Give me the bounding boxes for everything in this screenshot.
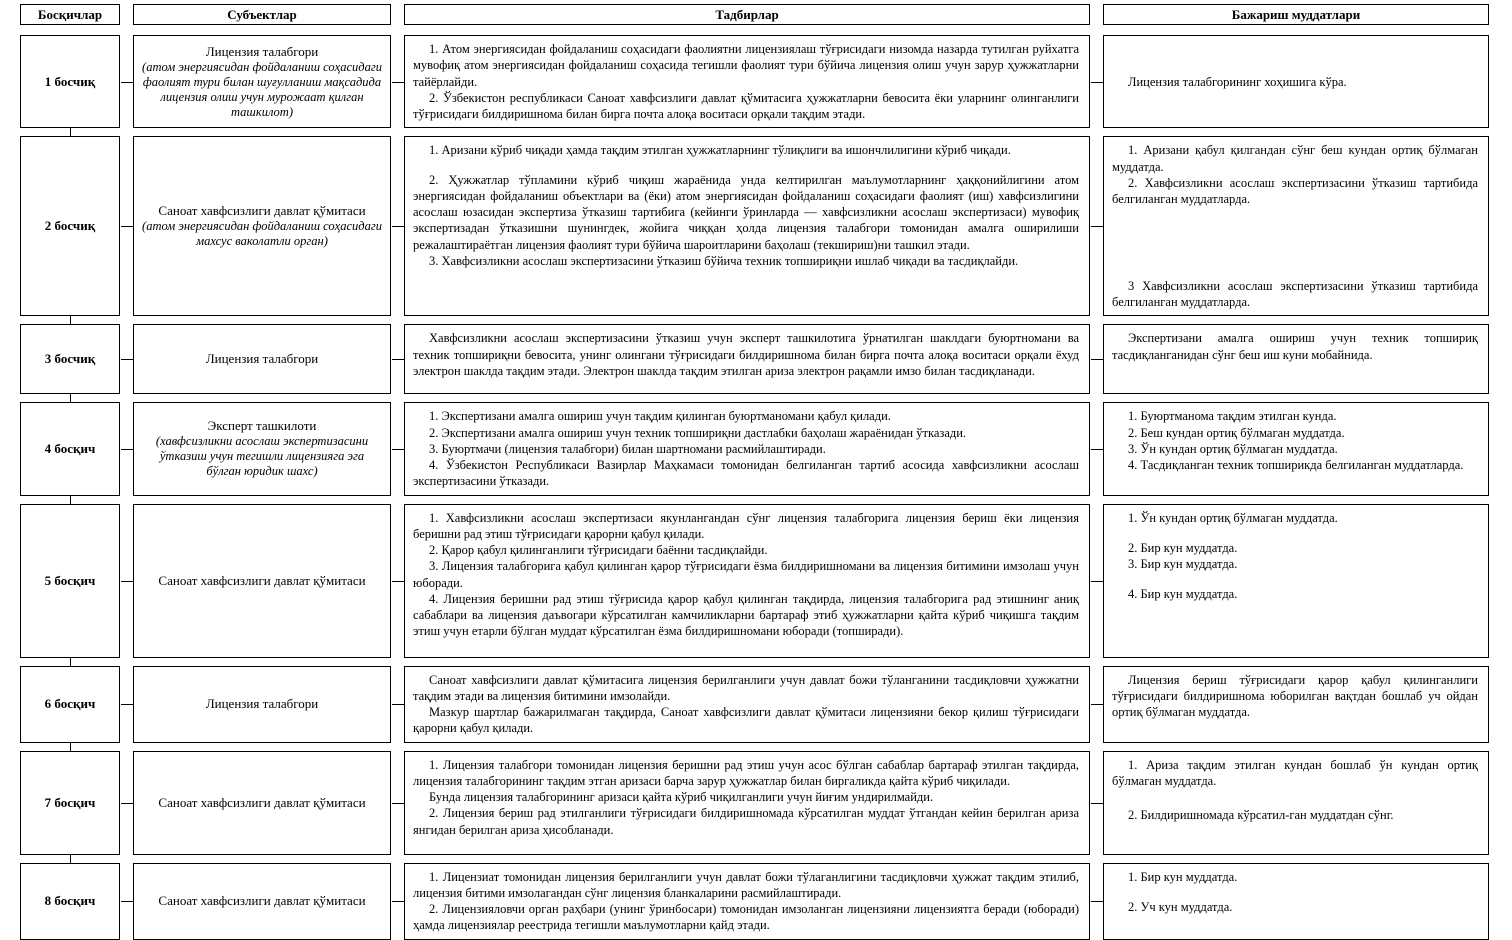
stage-box	[20, 35, 120, 128]
subject-box	[133, 751, 391, 855]
header-activities: Тадбирлар	[404, 4, 1090, 25]
subject-title: Саноат хавфсизлиги давлат қўмитаси	[158, 203, 366, 219]
activities-box	[404, 136, 1090, 316]
stage-box	[20, 751, 120, 855]
deadline-item: 1. Ўн кундан ортиқ бўлмаган муддатда.	[1128, 510, 1338, 525]
stage-row-1	[20, 35, 1492, 128]
activity-item: 1. Лицензия талабгори томонидан лицензия беришни рад этиш учун асос бўлган сабаблар бартараф этилган тақдирда, лицензия талабгорининг тақдим этган аризаси барча зарур ҳужжатлар билан биргаликда қайта кўриб чиқилади.	[413, 757, 1079, 788]
stage-row-4	[20, 402, 1492, 495]
activity-item: 1. Атом энергиясидан фойдаланиш соҳасидаги фаолиятни лицензиялаш тўғрисидаги низомда назарда тутилган руйхатга мувофиқ атом энергиясидан фойдаланиш соҳасида тегишли фаолият тури бўйича лицензия олиш учун зарур ҳужжатларни тайёрлайди.	[413, 42, 1079, 89]
deadline-item: 2. Билдиришномада кўрсатил-ган муддатдан сўнг.	[1128, 808, 1394, 822]
activities-box	[404, 35, 1090, 128]
header-subjects: Субъектлар	[133, 4, 391, 25]
activity-item: 2. Экспертизани амалга ошириш учун техник топшириқни дастлабки баҳолаш жараёнидан ўтказади.	[429, 425, 967, 440]
stage-label: 5 босқич	[44, 572, 96, 588]
subject-title: Саноат хавфсизлиги давлат қўмитаси	[158, 572, 366, 588]
deadline-item: 1. Бир кун муддатда.	[1128, 869, 1238, 884]
stage-label: 6 босқич	[44, 696, 96, 711]
activity-item: 2. Ҳужжатлар тўпламини кўриб чиқиш жараёнида унда келтирилган маълумотларнинг ҳаққонийлигини атом энергиясидан фойдаланиш объектлари ва (ёки) атом энергиясидан фойдаланиш соҳасидаги фаолият (иш) хавфсизлигини асослаш юзасидан экспертиза ўтказиш тартибига (кейинги ўринларда — хавфсизликни асослаш экспертизаси) мувофиқ экспертизадан ўтказишни шунингдек, жойига чиққан ҳолда лицензия талабгори томонидан амалга оширилиши режалаштираётган лицензия фаолият тури бўйича шароитларини баҳолаш (текшириш)ни ташкил этади.	[413, 172, 1079, 252]
subject-note: (хавфсизликни асослаш экспертизасини ўтказиш учун тегишли лицензияга эга бўлган юридик шахс)	[155, 434, 369, 479]
activity-item: Бунда лицензия талабгорининг аризаси қайта кўриб чиқилганлиги учун йиғим ундирилмайди.	[429, 790, 934, 804]
activity-item: 1. Хавфсизликни асослаш экспертизаси якунлангандан сўнг лицензия талабгорига лицензия бериш ёки лицензия беришни рад этиш тўғрисидаги қарорни қабул қилади.	[413, 510, 1079, 541]
subject-box	[133, 402, 391, 495]
subject-box	[133, 666, 391, 743]
stage-row-6	[20, 666, 1492, 743]
subject-box	[133, 324, 391, 394]
activity-item: Мазкур шартлар бажарилмаган тақдирда, Саноат хавфсизлиги давлат қўмитаси лицензияни бекор қилиш тўғрисидаги қарорни қабул қилади.	[413, 705, 1079, 736]
deadline-item: 3 Хавфсизликни асослаш экспертизасини ўтказиш тартибида белгиланган муддатларда.	[1112, 278, 1478, 309]
subject-title: Эксперт ташкилоти	[207, 418, 317, 434]
subject-title: Лицензия талабгори	[205, 696, 319, 711]
subject-title: Лицензия талабгори	[205, 351, 319, 367]
stage-box	[20, 324, 120, 394]
deadline-item: 1. Аризани қабул қилгандан сўнг беш кундан ортиқ бўлмаган муддатда.	[1112, 143, 1478, 174]
activity-item: 3. Лицензия талабгорига қабул қилинган қарор тўғрисидаги ёзма билдиришномани ва лицензия битимини имзолаш учун юборади.	[413, 559, 1079, 590]
stage-box	[20, 504, 120, 658]
activities-box	[404, 324, 1090, 394]
deadline-item: 3. Ўн кундан ортиқ бўлмаган муддатда.	[1128, 441, 1338, 456]
activity-item: Хавфсизликни асослаш экспертизасини ўтказиш учун эксперт ташкилотига ўрнатилган шаклдаги буюртномани ва техник топшириқни бевосита, унинг олингани тўғрисидаги билдиришнома билан бирга почта алоқа воситаси орқали ёхуд электрон шаклда тақдим этади. Электрон шаклда тақдим этилган ариза электрон рақамли имзо билан тасдиқланади.	[413, 331, 1079, 378]
deadline-item: 2. Беш кундан ортиқ бўлмаган муддатда.	[1128, 425, 1345, 440]
activity-item: 3. Хавфсизликни асослаш экспертизасини ўтказиш бўйича техник топшириқни ишлаб чиқади ва тасдиқлайди.	[429, 253, 1019, 268]
deadline-item: 1. Ариза тақдим этилган кундан бошлаб ўн кундан ортиқ бўлмаган муддатда.	[1112, 757, 1478, 788]
activity-item: 2. Ўзбекистон республикаси Саноат хавфсизлиги давлат қўмитасига ҳужжатларни бевосита ёки уларнинг олинганлиги тўғрисидаги билдиришнома билан бирга почта алоқа воситаси орқали тақдим этади.	[413, 90, 1079, 121]
subject-box	[133, 504, 391, 658]
activities-box	[404, 402, 1090, 495]
activity-item: 2. Лицензия бериш рад этилганлиги тўғрисидаги билдиришномада кўрсатилган муддат ўтгандан кейин берилган ариза янгидан берилган ариза ҳисобланади.	[413, 806, 1079, 837]
deadline-item: 3. Бир кун муддатда.	[1128, 557, 1238, 571]
activity-item: 1. Аризани кўриб чиқади ҳамда тақдим этилган ҳужжатларнинг тўлиқлиги ва ишончлилигини кўриб чиқади.	[429, 143, 1011, 158]
header-stages: Босқичлар	[20, 4, 120, 25]
subject-note: (атом энергиясидан фойдаланиш соҳасидаги фаолият тури билан шуғулланиш мақсадида лицензия олиш учун мурожаат қилган ташкилот)	[142, 59, 382, 119]
deadlines-box	[1103, 35, 1489, 128]
stage-label: 2 босчиқ	[44, 218, 96, 234]
subject-box	[133, 35, 391, 128]
activity-item: 1. Экспертизани амалга ошириш учун тақдим қилинган буюртманомани қабул қилади.	[429, 409, 891, 424]
activity-item: 4. Ўзбекистон Республикаси Вазирлар Маҳкамаси томонидан белгиланган тартиб асосида хавфсизликни асослаш экспертизасини ўтказади.	[413, 458, 1079, 489]
activity-item: 3. Буюртмачи (лицензия талабгори) билан шартномани расмийлаштиради.	[429, 441, 826, 456]
deadlines-box	[1103, 136, 1489, 316]
deadline-item: Лицензия талабгорининг хоҳишига кўра.	[1128, 74, 1347, 89]
deadline-item: 2. Хавфсизликни асослаш экспертизасини ўтказиш тартибида белгиланган муддатларда.	[1112, 175, 1478, 206]
subject-title: Саноат хавфсизлиги давлат қўмитаси	[158, 794, 366, 810]
activity-item: Саноат хавфсизлиги давлат қўмитасига лицензия берилганлиги учун давлат божи тўланганини тасдиқловчи ҳужжатни тақдим этади ва лицензия битимини имзолайди.	[413, 672, 1079, 703]
subject-note: (атом энергиясидан фойдаланиш соҳасидаги махсус ваколатли орган)	[142, 219, 382, 249]
stage-box	[20, 136, 120, 316]
activity-item: 4. Лицензия беришни рад этиш тўғрисида қарор қабул қилинган тақдирда, лицензия талабгорига рад этишнинг аниқ сабаблари ва лицензия даъвогари кўрсатилган камчиликларни бартараф этиб ҳужжатларни қайта кўриб чиқишга тақдим этиш учун етарли бўлган муддат кўрсатилган ёзма билдиришномани юборади (топширади).	[413, 591, 1079, 639]
stage-label: 4 босқич	[44, 440, 96, 456]
activity-item: 2. Лицензияловчи орган раҳбари (унинг ўринбосари) томонидан имзоланган лицензияни лицензиятга беради (юборади) ҳамда лицензиялар реестрида тегишли маълумотларни қайд этади.	[413, 902, 1079, 933]
deadline-item: Экспертизани амалга ошириш учун техник топшириқ тасдиқланганидан сўнг беш иш куни мобайнида.	[1112, 331, 1478, 362]
activity-item: 2. Қарор қабул қилинганлиги тўғрисидаги баённи тасдиқлайди.	[429, 543, 768, 557]
subject-title: Саноат хавфсизлиги давлат қўмитаси	[158, 893, 366, 908]
header-deadlines: Бажариш муддатлари	[1103, 4, 1489, 25]
deadline-item: Лицензия бериш тўғрисидаги қарор қабул қилинганлиги тўғрисидаги билдиришнома юборилган вақтдан бошлаб уч ойдан ортиқ бўлмаган муддатда.	[1112, 672, 1478, 719]
deadline-item: 2. Уч кун муддатда.	[1128, 899, 1233, 914]
stage-label: 1 босчиқ	[44, 73, 96, 89]
stage-label: 3 босчиқ	[44, 351, 96, 367]
stage-box	[20, 402, 120, 495]
activities-box	[404, 751, 1090, 855]
deadline-item: 1. Буюртманома тақдим этилган кунда.	[1128, 409, 1337, 424]
stage-label: 7 босқич	[44, 794, 96, 810]
stage-row-2	[20, 136, 1492, 316]
deadline-item: 4. Тасдиқланган техник топширикда белгиланган муддатларда.	[1128, 458, 1464, 472]
column-headers	[20, 4, 1492, 25]
deadline-item: 2. Бир кун муддатда.	[1128, 540, 1238, 555]
activity-item: 1. Лицензиат томонидан лицензия берилганлиги учун давлат божи тўлаганлигини тасдиқловчи ҳужжат тақдим этилиб, лицензия битими имзолагандан сўнг лицензия бланкаларини расмийлаштиради.	[413, 869, 1079, 900]
deadlines-box	[1103, 666, 1489, 743]
deadlines-box	[1103, 504, 1489, 658]
stage-label: 8 босқич	[44, 893, 96, 908]
deadlines-box	[1103, 751, 1489, 855]
deadlines-box	[1103, 324, 1489, 394]
stage-row-5	[20, 504, 1492, 658]
deadline-item: 4. Бир кун муддатда.	[1128, 587, 1238, 602]
process-flowchart	[20, 4, 1492, 940]
activities-box	[404, 504, 1090, 658]
stage-box	[20, 666, 120, 743]
activities-box	[404, 666, 1090, 743]
subject-title: Лицензия талабгори	[205, 43, 319, 59]
deadlines-box	[1103, 402, 1489, 495]
stage-row-3	[20, 324, 1492, 394]
stage-row-7	[20, 751, 1492, 855]
subject-box	[133, 136, 391, 316]
